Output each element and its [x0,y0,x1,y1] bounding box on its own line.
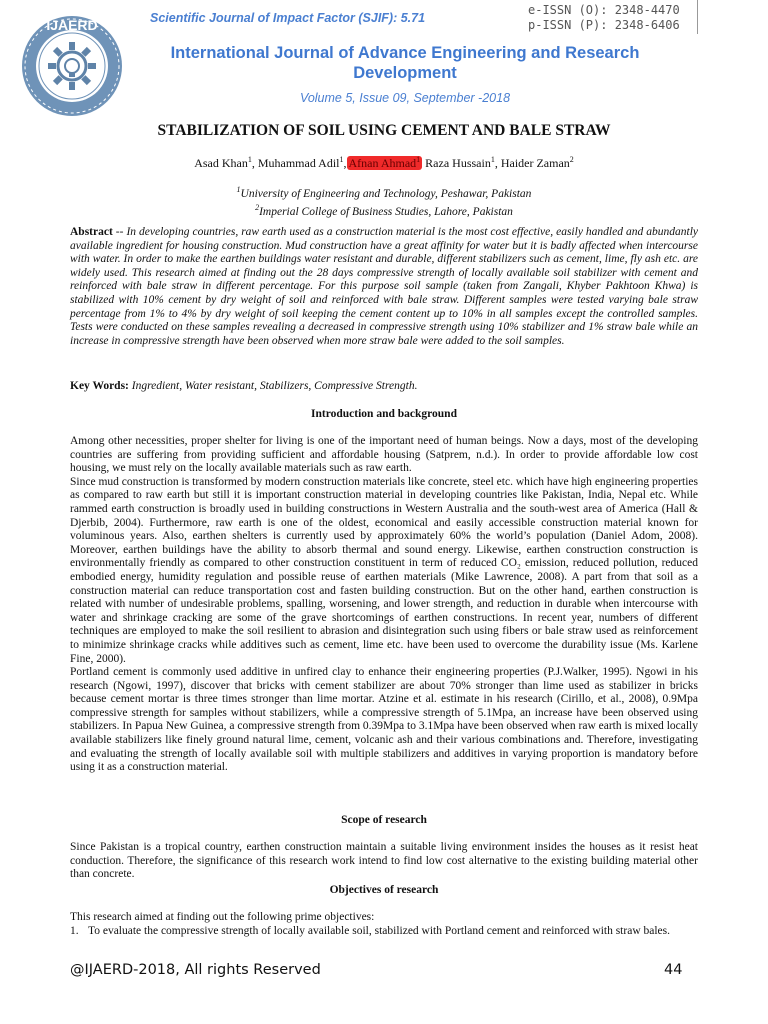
author-affiliation-marker: 1 [416,155,421,164]
keywords-text: Ingredient, Water resistant, Stabilizers, Compressive Strength. [128,380,418,392]
author-name: Muhammad Adil$^1$ [257,155,344,170]
introduction-body [70,435,698,775]
affiliation-line: $^2$Imperial College of Business Studies, Lahore, Pakistan [255,202,513,218]
section-heading-scope: Scope of research [341,814,427,826]
affiliations [0,183,768,219]
journal-logo [12,8,132,116]
keywords-label: Key Words: [70,380,129,392]
paragraph: Portland cement is commonly used additive in unfired clay to enhance their engineering properties (P.J.Walker, 1995). Ngowi in his research (Ngowi, 1997), discover that bricks with cement stabilizer are about 70% stronger than lime used as stabilizer in bricks because cement mortar is three times stronger than lime mortar. Atzine et al. estimate in his research (Cirillo, et al., 2008), 0.9Mpa compressive strength for samples without stabilizers, while a compressive strength of 5.1Mpa, an increase have been observed using stabilizers. In Papua New Guinea, a compressive strength from 0.39Mpa to 3.1Mpa have been observed when raw earth is mixed locally available stabilizers like finely ground natural lime, cement, volcanic ash and their various combinations and. Therefore, investigating and evaluating the strength of locally available soil with multiple stabilizers and additives in varying proportion is mandatory before using it as a construction material. [70,666,698,774]
author-list: Asad Khan$^1$, Muhammad Adil$^1$, Afnan Ahmad$^1$ Raza Hussain$^1$, Haider Zaman$^2$ [194,155,574,170]
section-heading-introduction: Introduction and background [311,408,457,420]
affiliation-line: $^1$University of Engineering and Technology, Peshawar, Pakistan [236,185,532,200]
sjif-label: Scientific Journal of Impact Factor (SJIF): 5.71 [150,11,426,25]
logo-text: IJAERD [46,17,98,33]
issn-block [528,3,680,33]
abstract-text: -- In developing countries, raw earth used as a construction material is the most cost effective, easily handled and abundantly available ingredient for housing construction. Mud construction have a great affinity for water but it is badly affected when intercourse with water. In order to make the earthen buildings water resistant and durable, different stabilizers such as cement, lime, fly ash etc. are widely used. This research aimed at finding out the 28 days compressive strength of locally available soil stabilizer with cement and reinforced with bale straw in different percentage. For this purpose soil sample (taken from Zangali, Khyber Pakhtoon Khwa) is stabilized with 10% cement by dry weight of soil and reinforced with bale straw. Different samples were tested varying bale straw percentage from 1% to 4% by dry weight of soil keeping the cement content up to 10% in all samples except the controlled samples. Tests were conducted on these samples revealing a decreased in compressive strength using 10% stabilizer and 1% straw bale while an increase in compressive strength have been observed when more straw bale were added to the soil samples. [70,226,698,347]
paragraph: Among other necessities, proper shelter for living is one of the important need of human beings. Now a days, most of the developing countries are suffering from providing sufficient and affordable housing (Satprem, n.d.). In order to provide affordable low cost housing, we must rely on the locally available materials such as raw earth. [70,435,698,475]
scope-body: Since Pakistan is a tropical country, earthen construction maintain a suitable living environment insides the houses as it resist heat conduction. Therefore, the significance of this research work intend to find low cost alternative to the existing building material other than concrete. [70,841,698,881]
author-affiliation-marker: 1 [339,155,344,164]
author-affiliation-marker: 2 [569,155,574,164]
keywords [70,380,698,394]
eissn: e-ISSN (O): 2348-4470 [528,3,680,17]
author-affiliation-marker: 1 [247,155,252,164]
author-name: Asad Khan$^1$ [194,155,252,170]
section-heading-objectives: Objectives of research [329,884,439,896]
author-name: Raza Hussain$^1$ [425,155,495,170]
objectives-intro: This research aimed at finding out the following prime objectives: [70,911,375,923]
list-item-number: 1. [70,925,79,937]
author-name: Haider Zaman$^2$ [500,155,574,170]
list-item-text: To evaluate the compressive strength of locally available soil, stabilized with Portland cement and reinforced with straw bales. [88,925,670,937]
abstract [70,226,698,348]
author-name: Afnan Ahmad$^1$ [348,155,421,170]
objectives-list [70,925,698,939]
abstract-label: Abstract [70,226,113,238]
list-item [70,925,698,939]
volume-issue: Volume 5, Issue 09, September -2018 [299,91,511,105]
author-affiliation-marker: 1 [490,155,495,164]
footer-copyright: @IJAERD-2018, All rights Reserved [70,962,321,978]
journal-title: International Journal of Advance Engineering and Research Development [170,44,640,82]
header-divider [697,0,698,34]
paragraph: Since mud construction is transformed by modern construction materials like concrete, steel etc. which have high engineering properties as compared to raw earth but still it is important construction material in developing countries like Pakistan, India, Nepal etc. While rammed earth construction is broadly used in building constructions in Western Australia and the south-west area of America (Hall & Djerbib, 2004). Furthermore, raw earth is one of the oldest, economical and easily accessible construction material known for voluminous years. Also, earthen shelters is currently used by approximately 60% the world’s population (Daniel Adom, 2008). Moreover, earthen buildings have the ability to absorb thermal and sound energy. Likewise, earthen construction construction is environmentally friendly as compared to other construction constituent in term of reduced CO₂ emission, reduced pollution, reduced embodied energy, humidity regulation and possible reuse of earthen materials (Mike Lawrence, 2008). A part from that soil as a construction material can reduce transportation cost and fasten building construction. But on the other hand, earthen construction is related with number of undesirable problems, spalling, worsening, and lower strength, and reduction in durable when intercourse with water and shrinkage cracking are some of the grave shortcomings of earthen constructions. In recent year, numbers of different techniques are employed to make the soil resilient to abrasion and disintegration such using fibers or bale straw used as reinforcement to minimize shrinkage cracks while additives such as cement, lime etc. have been used to overcome the durability issue (Ms. Karlene Fine, 2000). [70,475,698,665]
pissn: p-ISSN (P): 2348-6406 [528,18,680,32]
footer-page-number: 44 [664,962,683,978]
paper-title: STABILIZATION OF SOIL USING CEMENT AND BALE STRAW [157,122,611,139]
